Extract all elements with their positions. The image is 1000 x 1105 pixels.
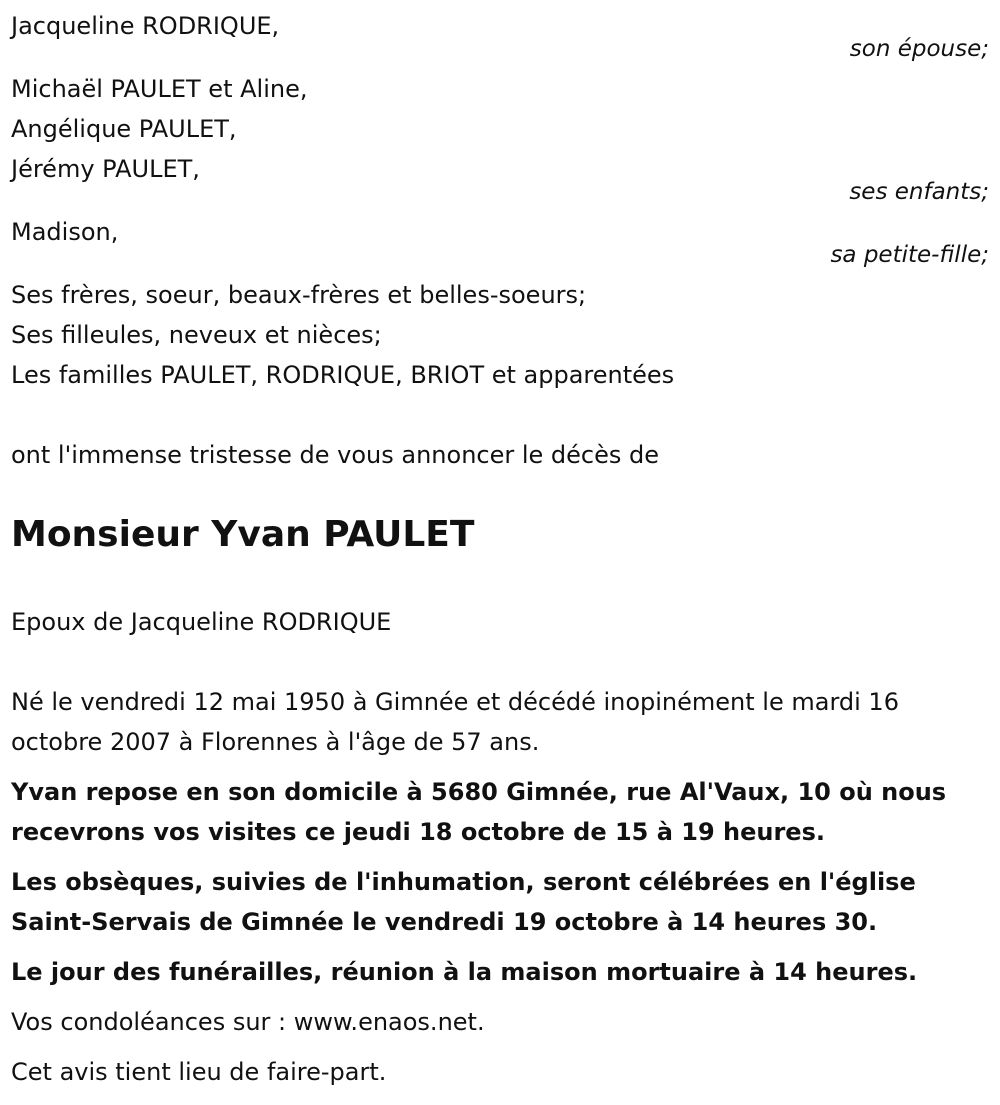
- relatives-line: Ses filleules, neveux et nièces;: [11, 321, 382, 349]
- children-role: ses enfants;: [849, 179, 989, 205]
- spouse-role: son épouse;: [849, 36, 989, 62]
- announcement-text: ont l'immense tristesse de vous annoncer le décès de: [11, 441, 660, 469]
- grandchild-role: sa petite-fille;: [830, 242, 989, 268]
- deceased-name: Monsieur Yvan PAULET: [11, 514, 475, 555]
- condolences-line: Vos condoléances sur : www.enaos.net.: [11, 1008, 485, 1036]
- child-name: Angélique PAULET,: [11, 115, 237, 143]
- child-name: Jérémy PAULET,: [11, 155, 200, 183]
- repose-paragraph: Yvan repose en son domicile à 5680 Gimnée, rue Al'Vaux, 10 où nous recevrons vos visites ce jeudi 18 octobre de 15 à 19 heures.: [11, 778, 947, 846]
- relatives-line: Ses frères, soeur, beaux-frères et belles-soeurs;: [11, 281, 587, 309]
- spouse-of-line: Epoux de Jacqueline RODRIQUE: [11, 608, 392, 636]
- gathering-paragraph: Le jour des funérailles, réunion à la maison mortuaire à 14 heures.: [11, 958, 918, 986]
- birth-death-paragraph: Né le vendredi 12 mai 1950 à Gimnée et décédé inopinément le mardi 16 octobre 2007 à Florennes à l'âge de 57 ans.: [11, 688, 899, 756]
- spouse-name: Jacqueline RODRIQUE,: [11, 12, 280, 40]
- notice-line: Cet avis tient lieu de faire-part.: [11, 1058, 387, 1086]
- grandchild-name: Madison,: [11, 218, 119, 246]
- funeral-paragraph: Les obsèques, suivies de l'inhumation, seront célébrées en l'église Saint-Servais de Gimnée le vendredi 19 octobre à 14 heures 30.: [11, 868, 916, 936]
- child-name: Michaël PAULET et Aline,: [11, 75, 308, 103]
- relatives-line: Les familles PAULET, RODRIQUE, BRIOT et apparentées: [11, 361, 675, 389]
